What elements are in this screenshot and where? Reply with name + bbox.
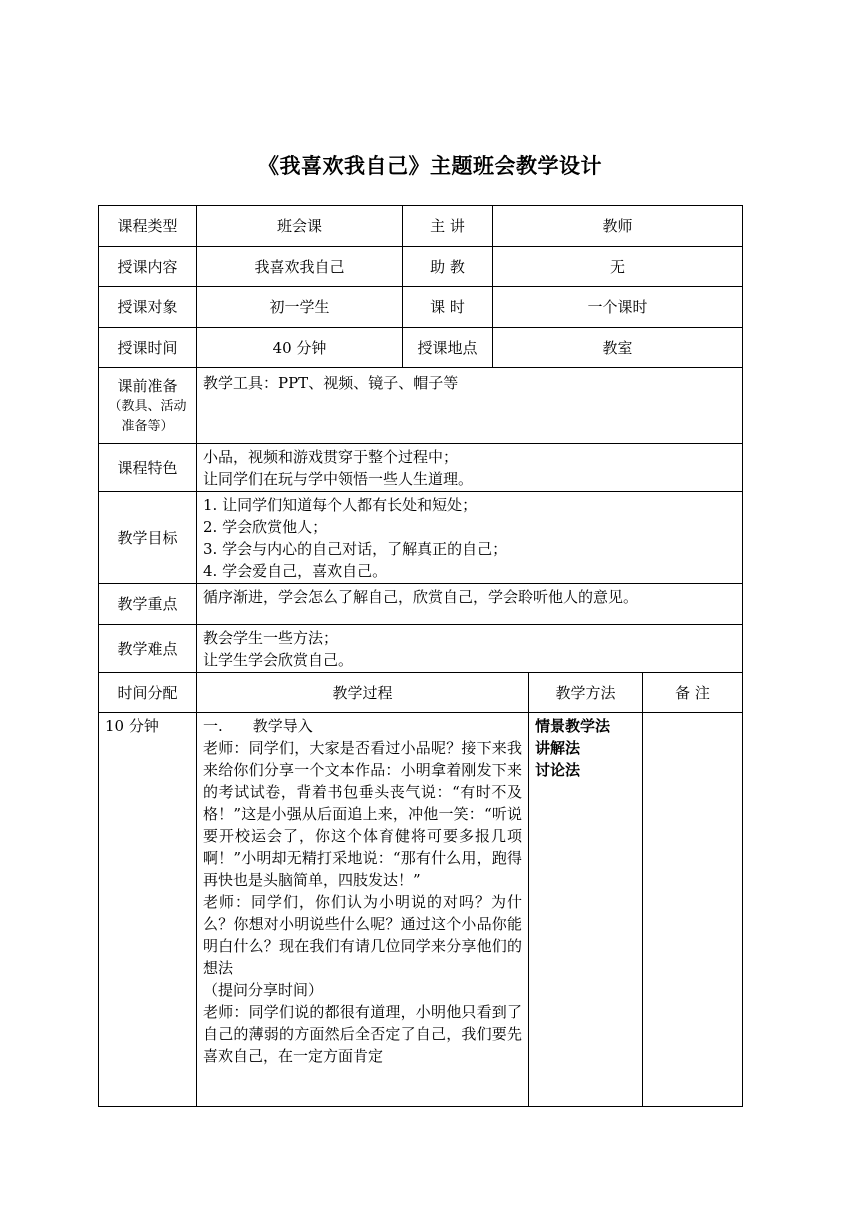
goal-line: 3. 学会与内心的自己对话，了解真正的自己； (203, 539, 508, 558)
process-paragraph: 老师：同学们，你们认为小明说的对吗？为什么？你想对小明说些什么呢？通过这个小品你能明白什么？现在我们有请几位同学来分享他们的想法 (203, 893, 522, 977)
schedule-process (197, 713, 529, 1107)
prep-label-cell (99, 368, 197, 444)
audience-value: 初一学生 (197, 287, 403, 328)
row-key-points (99, 584, 743, 625)
lesson-plan-table (98, 205, 743, 1107)
type-value: 班会课 (197, 206, 403, 247)
process-paragraph: 老师：同学们说的都很有道理，小明他只看到了自己的薄弱的方面然后全否定了自己，我们要先喜欢自己，在一定方面肯定 (203, 1003, 522, 1065)
time-value: 40 分钟 (197, 328, 403, 368)
goal-line: 1. 让同学们知道每个人都有长处和短处； (203, 495, 478, 514)
header-time: 时间分配 (99, 673, 197, 713)
row-difficulties (99, 625, 743, 673)
process-paragraph: 一. 教学导入 (203, 717, 313, 735)
key-value: 循序渐进，学会怎么了解自己，欣赏自己，学会聆听他人的意见。 (197, 584, 743, 625)
hours-label: 课 时 (403, 287, 493, 328)
row-preparation (99, 368, 743, 444)
row-content (99, 247, 743, 287)
lecturer-value: 教师 (493, 206, 743, 247)
schedule-header-row (99, 673, 743, 713)
place-value: 教室 (493, 328, 743, 368)
feature-line: 小品，视频和游戏贯穿于整个过程中； (203, 447, 459, 466)
assistant-label: 助 教 (403, 247, 493, 287)
goal-label: 教学目标 (99, 492, 197, 584)
header-process: 教学过程 (197, 673, 529, 713)
goal-value (197, 492, 743, 584)
document-title: 《我喜欢我自己》主题班会教学设计 (258, 153, 602, 178)
goal-line: 4. 学会爱自己，喜欢自己。 (203, 561, 388, 580)
type-label: 课程类型 (99, 206, 197, 247)
goal-line: 2. 学会欣赏他人； (203, 517, 328, 536)
method-item: 讲解法 (535, 739, 581, 757)
feature-line: 让同学们在玩与学中领悟一些人生道理。 (203, 469, 474, 488)
row-audience (99, 287, 743, 328)
difficulty-line: 让学生学会欣赏自己。 (203, 650, 354, 669)
difficulty-value (197, 625, 743, 673)
process-paragraph: （提问分享时间） (203, 981, 324, 999)
place-label: 授课地点 (403, 328, 493, 368)
process-paragraph: 老师：同学们，大家是否看过小品呢？接下来我来给你们分享一个文本作品：小明拿着刚发下来的考试试卷，背着书包垂头丧气说：“有时不及格！”这是小强从后面追上来，冲他一笑：“听说要开校运会了，你这个体育健将可要多报几项啊！”小明却无精打采地说：“那有什么用，跑得再快也是头脑简单，四肢发达！” (203, 739, 522, 889)
row-feature (99, 444, 743, 492)
key-label: 教学重点 (99, 584, 197, 625)
feature-value (197, 444, 743, 492)
method-item: 讨论法 (535, 761, 581, 779)
audience-label: 授课对象 (99, 287, 197, 328)
prep-sublabel: （教具、活动准备等） (108, 398, 187, 434)
content-label: 授课内容 (99, 247, 197, 287)
difficulty-line: 教会学生一些方法； (203, 628, 339, 647)
content-value: 我喜欢我自己 (197, 247, 403, 287)
row-goals (99, 492, 743, 584)
prep-label: 课前准备 (117, 376, 178, 395)
time-label: 授课时间 (99, 328, 197, 368)
schedule-time: 10 分钟 (99, 713, 197, 1107)
row-time (99, 328, 743, 368)
hours-value: 一个课时 (493, 287, 743, 328)
header-note: 备 注 (643, 673, 743, 713)
prep-value: 教学工具：PPT、视频、镜子、帽子等 (197, 368, 743, 444)
schedule-note (643, 713, 743, 1107)
assistant-value: 无 (493, 247, 743, 287)
header-method: 教学方法 (529, 673, 643, 713)
difficulty-label: 教学难点 (99, 625, 197, 673)
feature-label: 课程特色 (99, 444, 197, 492)
row-course-type (99, 206, 743, 247)
lecturer-label: 主 讲 (403, 206, 493, 247)
schedule-row (99, 713, 743, 1107)
schedule-methods (529, 713, 643, 1107)
method-item: 情景教学法 (535, 717, 611, 735)
